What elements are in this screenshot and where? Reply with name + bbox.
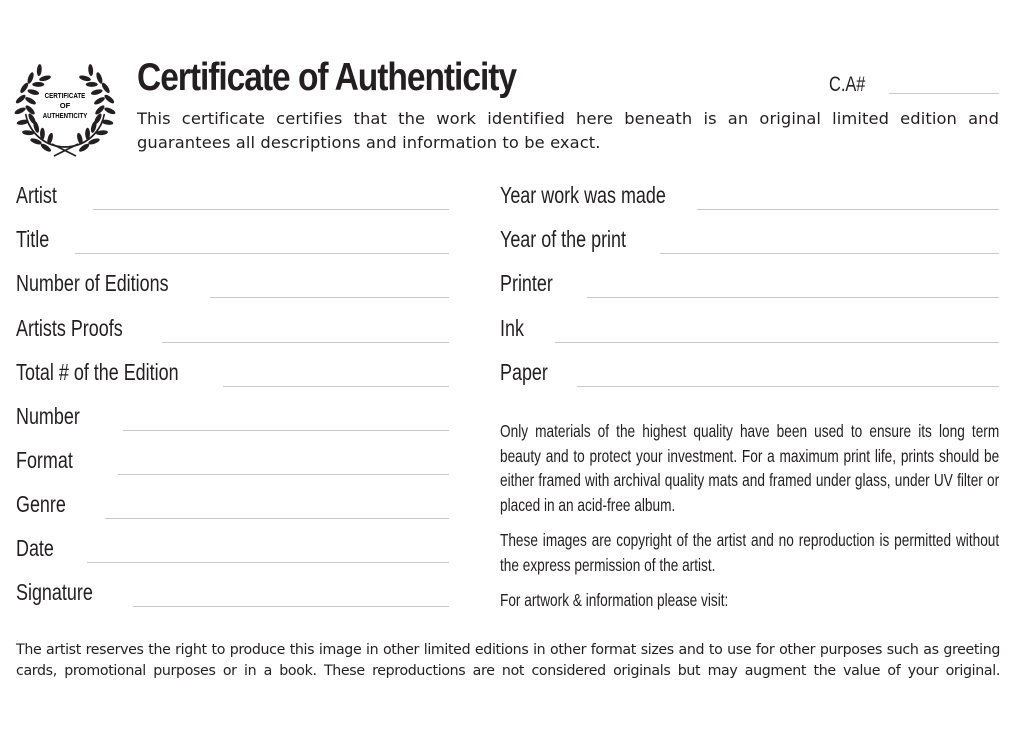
seal-text-line-3: AUTHENTICITY bbox=[42, 112, 88, 121]
copyright-note-text: These images are copyright of the artist and no reproduction is permitted without the express permission of the artist. bbox=[500, 530, 1000, 575]
laurel-leaf bbox=[14, 106, 27, 115]
laurel-crossed-stems bbox=[52, 144, 78, 156]
laurel-leaf bbox=[19, 82, 30, 95]
field-label: Paper bbox=[500, 359, 548, 385]
laurel-leaf bbox=[32, 82, 44, 87]
laurel-leaf bbox=[88, 64, 94, 76]
field-label: Date bbox=[16, 535, 54, 561]
field-entry-line[interactable] bbox=[75, 253, 449, 254]
laurel-leaf bbox=[15, 93, 27, 104]
field-entry-line[interactable] bbox=[577, 386, 999, 387]
field-artists-proofs bbox=[16, 316, 449, 346]
ca-number-label: C.A# bbox=[829, 73, 866, 96]
field-entry-line[interactable] bbox=[555, 342, 999, 343]
field-year-of-the-print bbox=[500, 227, 999, 257]
field-label: Ink bbox=[500, 315, 524, 341]
field-format bbox=[16, 448, 449, 478]
field-label: Artist bbox=[16, 182, 57, 208]
materials-note bbox=[500, 419, 999, 517]
footer-text: The artist reserves the right to produce this image in other limited editions in other format sizes and to use for other purposes such as greeting cards, promotional purposes or in a book. These reproductions are not considered originals but may augment the value of your original. bbox=[16, 642, 1000, 679]
field-genre bbox=[16, 492, 449, 522]
laurel-leaf bbox=[85, 128, 90, 140]
field-entry-line[interactable] bbox=[210, 297, 449, 298]
field-number bbox=[16, 404, 449, 434]
seal-text-line-1: CERTIFICATE bbox=[44, 92, 86, 101]
field-label: Genre bbox=[16, 491, 66, 517]
visit-note bbox=[500, 588, 999, 613]
intro-text: This certificate certifies that the work identified here beneath is an original limited edition and guarantees all descriptions and information to be exact. bbox=[137, 109, 999, 152]
field-entry-line[interactable] bbox=[133, 606, 449, 607]
laurel-leaf bbox=[79, 74, 92, 82]
page-title: Certificate of Authenticity bbox=[137, 56, 517, 99]
field-label: Signature bbox=[16, 579, 93, 605]
laurel-leaf bbox=[103, 106, 116, 115]
field-entry-line[interactable] bbox=[697, 209, 999, 210]
field-ink bbox=[500, 316, 999, 346]
field-label: Year of the print bbox=[500, 226, 627, 252]
laurel-leaf bbox=[27, 88, 40, 96]
laurel-leaf bbox=[93, 96, 106, 106]
field-label: Number bbox=[16, 403, 80, 429]
seal-text-line-2: OF bbox=[59, 101, 71, 110]
laurel-leaf bbox=[86, 82, 98, 87]
copyright-note bbox=[500, 528, 999, 577]
laurel-leaf bbox=[103, 93, 115, 104]
field-entry-line[interactable] bbox=[223, 386, 449, 387]
field-entry-line[interactable] bbox=[87, 562, 449, 563]
field-entry-line[interactable] bbox=[105, 518, 449, 519]
field-label: Artists Proofs bbox=[16, 315, 123, 341]
laurel-leaf bbox=[95, 72, 104, 85]
ca-number-line[interactable] bbox=[889, 93, 999, 94]
field-year-work-was-made bbox=[500, 183, 999, 213]
laurel-leaf bbox=[36, 64, 42, 76]
field-date bbox=[16, 536, 449, 566]
visit-note-text: For artwork & information please visit: bbox=[500, 590, 729, 610]
ca-number-field bbox=[829, 72, 999, 98]
field-label: Total # of the Edition bbox=[16, 359, 179, 385]
field-entry-line[interactable] bbox=[118, 474, 449, 475]
field-number-of-editions bbox=[16, 271, 449, 301]
field-printer bbox=[500, 271, 999, 301]
certificate-seal bbox=[14, 60, 116, 158]
laurel-leaf bbox=[24, 96, 37, 106]
field-paper bbox=[500, 360, 999, 390]
field-label: Title bbox=[16, 226, 50, 252]
field-entry-line[interactable] bbox=[93, 209, 449, 210]
laurel-leaf bbox=[26, 72, 35, 85]
laurel-leaf bbox=[39, 74, 52, 82]
field-signature bbox=[16, 580, 449, 610]
laurel-leaf bbox=[90, 88, 103, 96]
field-total-of-the-edition bbox=[16, 360, 449, 390]
field-label: Year work was made bbox=[500, 182, 666, 208]
field-artist bbox=[16, 183, 449, 213]
laurel-leaf bbox=[100, 82, 111, 95]
materials-note-text: Only materials of the highest quality have been used to ensure its long term beauty and to protect your investment. For a maximum print life, prints should be either framed with archival quality mats and framed under glass, under UV filter or placed in an acid-free album. bbox=[500, 421, 1000, 515]
field-entry-line[interactable] bbox=[123, 430, 449, 431]
field-label: Format bbox=[16, 447, 73, 473]
field-title bbox=[16, 227, 449, 257]
field-entry-line[interactable] bbox=[587, 297, 999, 298]
field-label: Number of Editions bbox=[16, 270, 169, 296]
field-label: Printer bbox=[500, 270, 553, 296]
field-entry-line[interactable] bbox=[162, 342, 449, 343]
field-entry-line[interactable] bbox=[660, 253, 999, 254]
